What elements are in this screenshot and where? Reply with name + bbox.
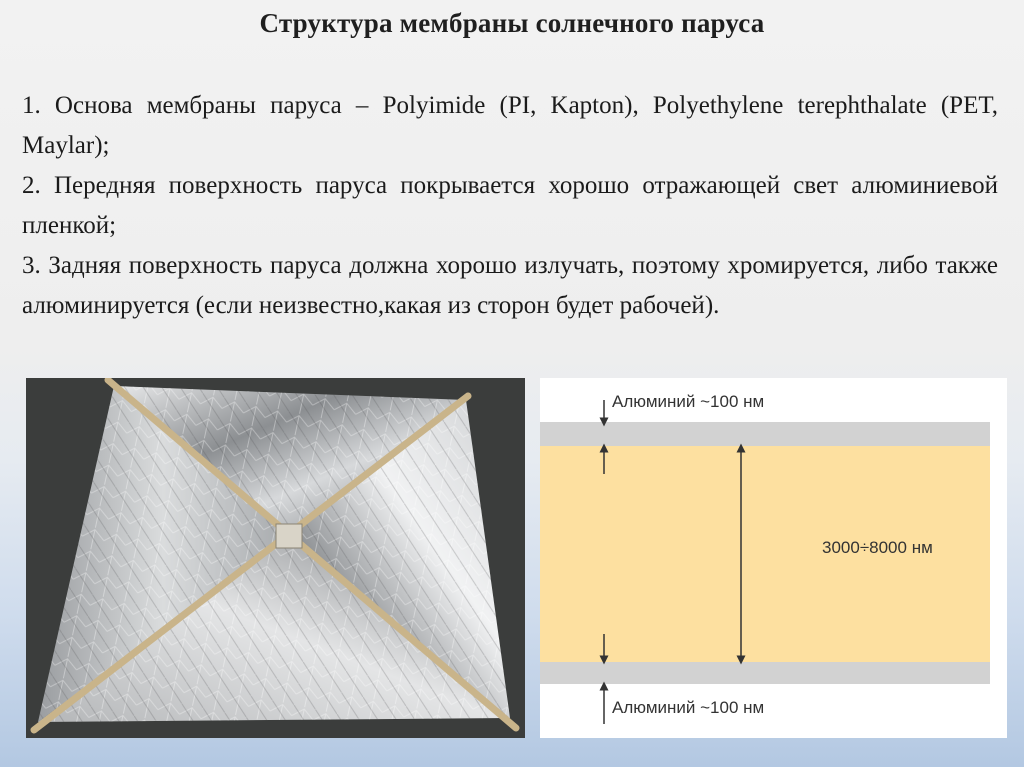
sail-hub <box>276 524 302 548</box>
slide-title: Структура мембраны солнечного паруса <box>259 8 765 38</box>
paragraph-3: 3. Задняя поверхность паруса должна хорошо излучать, поэтому хромируется, либо также алюминируется (если неизвестно,какая из сторон будет рабочей). <box>22 252 998 319</box>
paragraph-2: 2. Передняя поверхность паруса покрывается хорошо отражающей свет алюминиевой пленкой; <box>22 172 998 239</box>
aluminium-layer-top <box>540 422 990 446</box>
body-text <box>22 86 998 326</box>
membrane-layers-svg <box>540 378 1007 738</box>
membrane-structure-diagram <box>540 378 1007 738</box>
top-aluminium-label: Алюминий ~100 нм <box>612 392 765 411</box>
solar-sail-illustration <box>26 378 525 738</box>
solar-sail-photo <box>26 378 525 738</box>
paragraph-1: 1. Основа мембраны паруса – Polyimide (PI, Kapton), Polyethylene terephthalate (PET, Maylar); <box>22 92 998 159</box>
bottom-aluminium-label: Алюминий ~100 нм <box>612 698 765 717</box>
core-thickness-label: 3000÷8000 нм <box>822 538 933 557</box>
aluminium-layer-bottom <box>540 662 990 684</box>
